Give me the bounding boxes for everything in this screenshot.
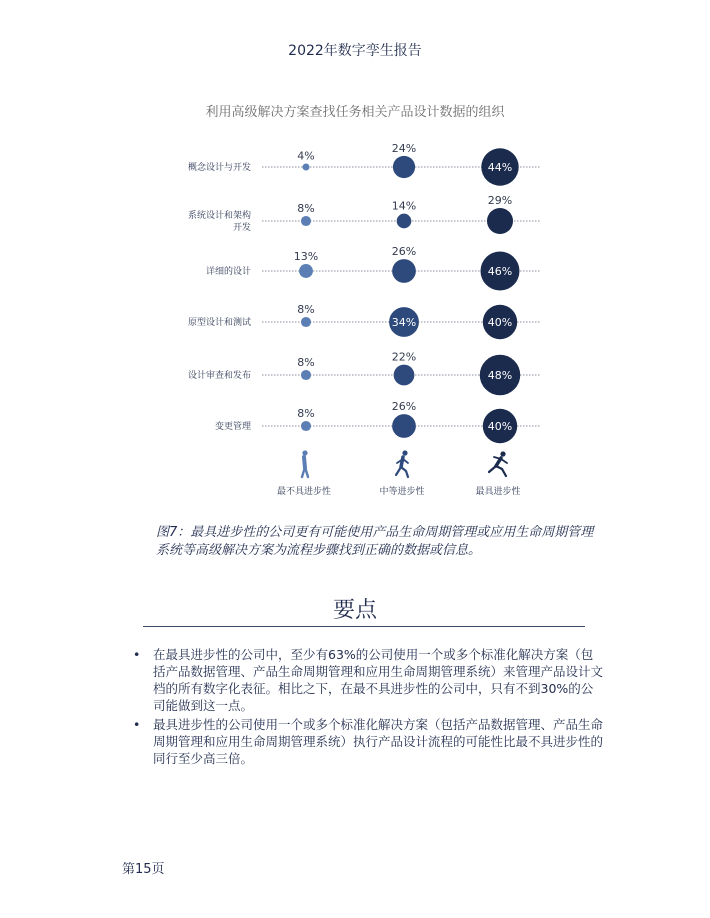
walking-person-icon xyxy=(302,450,308,477)
bubble-point xyxy=(487,208,513,234)
category-label: 原型设计和测试 xyxy=(187,318,251,328)
bullet-item xyxy=(133,716,603,767)
bubble-point xyxy=(302,163,309,170)
data-label: 14% xyxy=(391,199,417,213)
data-label: 34% xyxy=(391,316,417,329)
data-label: 13% xyxy=(293,250,319,264)
data-label: 44% xyxy=(487,161,513,174)
bullet-dot: • xyxy=(133,717,141,732)
data-label: 8% xyxy=(297,302,315,316)
bullet-text: 最具进步性的公司使用一个或多个标准化解决方案（包括产品数据管理、产品生命周期管理和应用生命周期管理系统）执行产品设计流程的可能性比最不具进步性的同行至少高三倍。 xyxy=(153,717,604,766)
chart-title: 利用高级解决方案查找任务相关产品设计数据的组织 xyxy=(205,105,505,120)
bubble-point xyxy=(394,365,415,386)
bullet-text: 在最具进步性的公司中，至少有63%的公司使用一个或多个标准化解决方案（包括产品数据管理、产品生命周期管理和应用生命周期管理系统）来管理产品设计文档的所有数字化表征。相比之下，在最不具进步性的公司中，只有不到30%的公司能做到这一点。 xyxy=(153,647,604,713)
bubble-point xyxy=(299,264,313,278)
bullet-item xyxy=(133,646,603,714)
category-label: 详细的设计 xyxy=(205,267,251,277)
page-header: 2022年数字孪生报告 xyxy=(288,43,422,59)
data-label: 29% xyxy=(487,193,513,207)
bullet-dot: • xyxy=(133,647,141,662)
running-person-icon xyxy=(396,450,408,477)
key-points-list xyxy=(133,646,603,769)
legend-label: 最具进步性 xyxy=(475,487,521,497)
data-label: 26% xyxy=(391,245,417,259)
bubble-point xyxy=(393,156,415,178)
sprinting-person-icon xyxy=(489,451,507,476)
bubble-point xyxy=(392,414,416,438)
bubble-point xyxy=(397,214,412,229)
data-label: 40% xyxy=(487,420,513,433)
category-label: 系统设计和架构 xyxy=(187,211,251,221)
figure-caption: 图7：最具进步性的公司更有可能使用产品生命周期管理或应用生命周期管理系统等高级解决方案为流程步骤找到正确的数据或信息。 xyxy=(156,525,594,558)
page-number: 第15页 xyxy=(122,862,165,877)
data-label: 4% xyxy=(297,149,315,163)
data-label: 46% xyxy=(487,265,513,278)
data-label: 26% xyxy=(391,400,417,414)
data-label: 8% xyxy=(297,201,315,215)
bubble-point xyxy=(301,317,311,327)
category-label: 变更管理 xyxy=(214,422,251,432)
data-label: 8% xyxy=(297,355,315,369)
data-label: 22% xyxy=(391,350,417,364)
category-label: 设计审查和发布 xyxy=(187,371,251,381)
bubble-point xyxy=(301,216,311,226)
data-label: 8% xyxy=(297,406,315,420)
section-heading: 要点 xyxy=(332,598,377,623)
category-label: 概念设计与开发 xyxy=(187,163,251,173)
legend-label: 最不具进步性 xyxy=(276,487,332,497)
legend-label: 中等进步性 xyxy=(379,487,425,497)
bubble-point xyxy=(301,421,311,431)
bubble-point xyxy=(392,259,416,283)
category-label: 开发 xyxy=(232,223,251,233)
data-label: 40% xyxy=(487,316,513,329)
bubble-point xyxy=(301,370,311,380)
data-label: 24% xyxy=(391,141,417,155)
data-label: 48% xyxy=(487,369,513,382)
heading-divider xyxy=(143,626,585,627)
